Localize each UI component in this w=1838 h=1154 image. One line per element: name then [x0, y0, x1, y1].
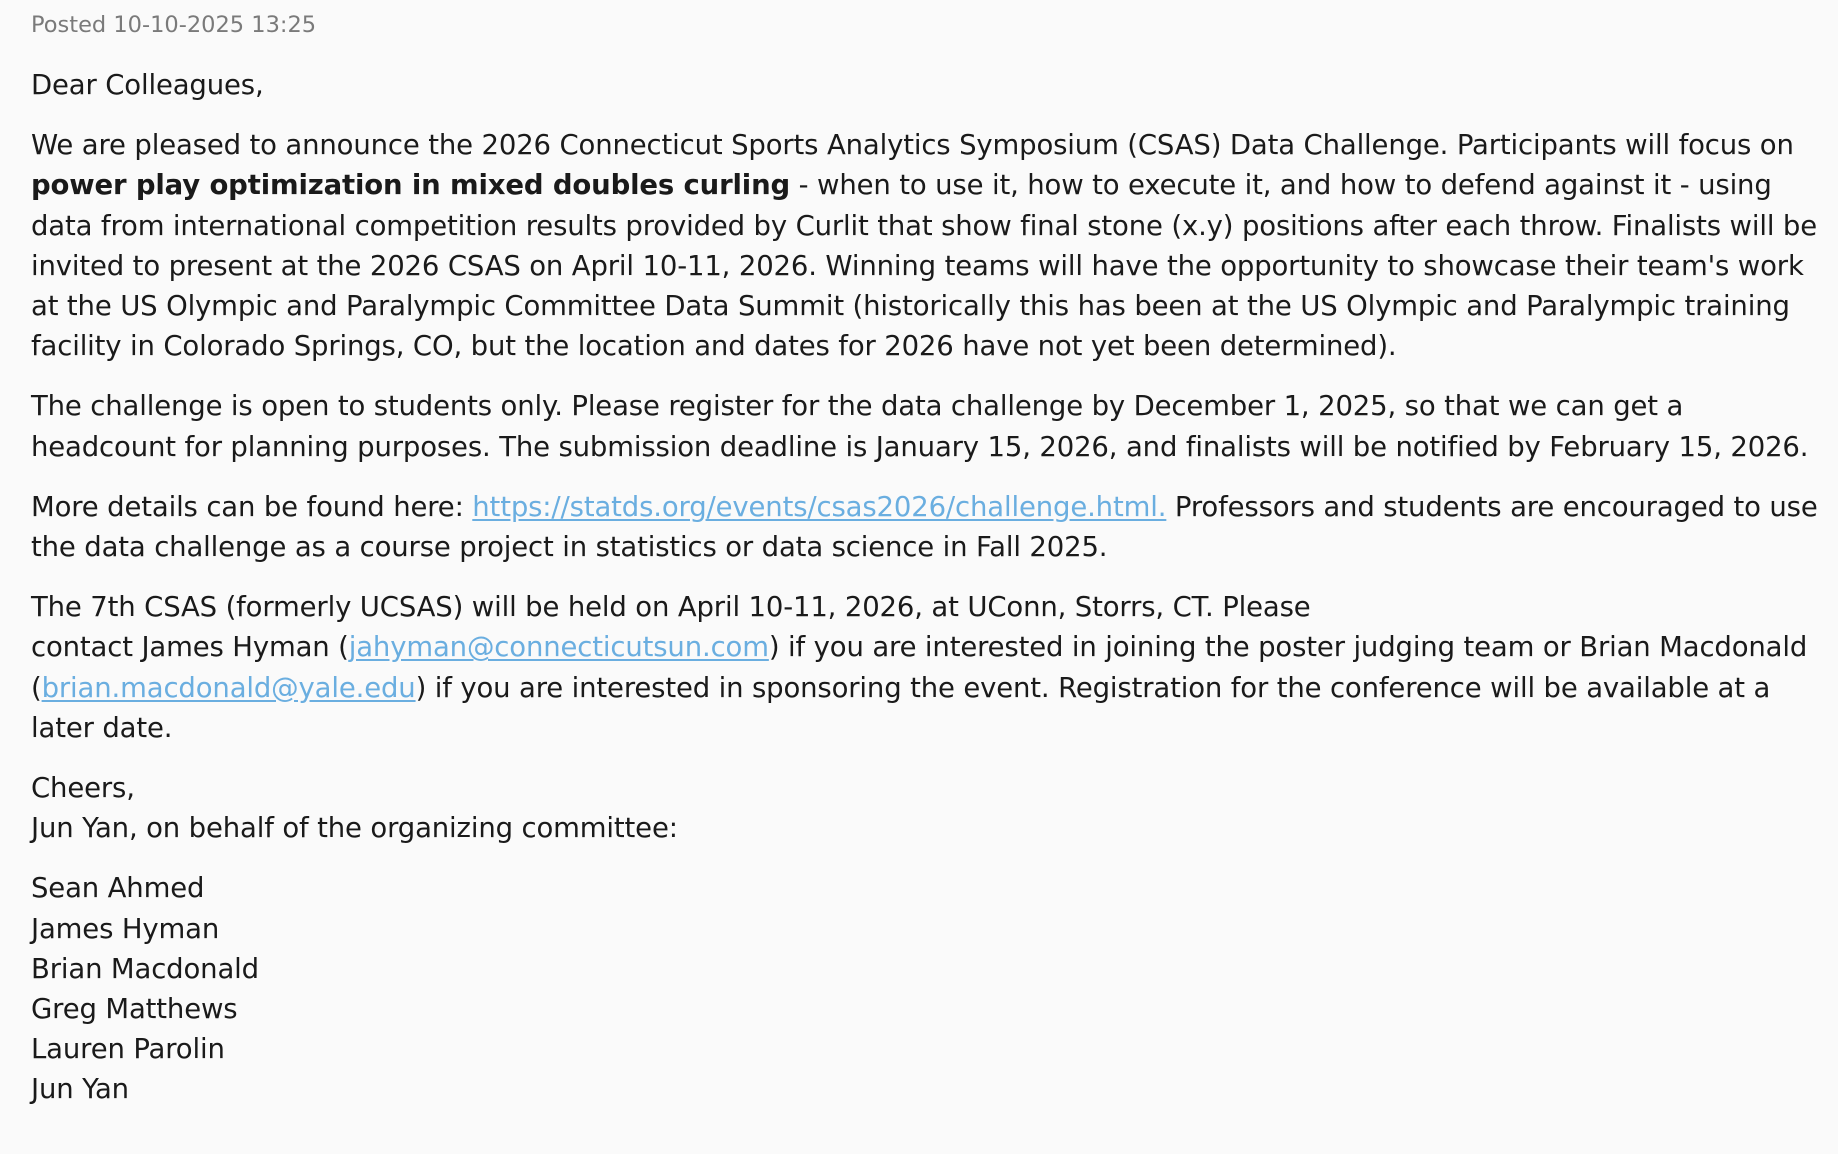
post [31, 0, 1831, 1130]
committee-member: Jun Yan [31, 1073, 129, 1106]
announcement-topic: power play optimization in mixed doubles curling [31, 169, 791, 202]
committee-member: James Hyman [31, 912, 220, 945]
announcement-intro: We are pleased to announce the 2026 Connecticut Sports Analytics Symposium (CSAS) Data Challenge. Participants will focus on [31, 129, 1794, 162]
signoff-signature: Jun Yan, on behalf of the organizing committee: [31, 812, 678, 845]
paragraph-eligibility: The challenge is open to students only. Please register for the data challenge by December 1, 2025, so that we can get a headcount for planning purposes. The submission deadline is January 15, 2026, and finalists will be notified by February 15, 2026. [31, 390, 1809, 463]
committee-member: Sean Ahmed [31, 872, 205, 905]
post-timestamp: Posted 10-10-2025 13:25 [31, 12, 317, 38]
post-body [31, 65, 1831, 1110]
details-rest: Professors and students are encouraged to use the data challenge as a course project in statistics or data science in Fall 2025. [31, 490, 1818, 564]
committee-member: Lauren Parolin [31, 1033, 225, 1066]
contact-mid: ) if you are interested in joining the poster judging team or Brian Macdonald ( [31, 631, 1808, 704]
details-intro: More details can be found here: [31, 490, 473, 523]
paragraph-conference [31, 587, 1831, 748]
committee-list [31, 868, 1831, 1109]
challenge-link[interactable]: https://statds.org/events/csas2026/challenge.html. [472, 490, 1167, 523]
conference-info: The 7th CSAS (formerly UCSAS) will be held on April 10-11, 2026, at UConn, Storrs, CT. Please [31, 591, 1311, 624]
contact-intro: contact James Hyman ( [31, 631, 349, 664]
signoff [31, 768, 1831, 848]
paragraph-details [31, 487, 1831, 567]
email-link-macdonald[interactable]: brian.macdonald@yale.edu [41, 671, 416, 704]
paragraph-announcement [31, 125, 1831, 366]
committee-member: Brian Macdonald [31, 952, 259, 985]
contact-end: ) if you are interested in sponsoring the event. Registration for the conference will be available at a later date. [31, 671, 1771, 744]
signoff-cheers: Cheers, [31, 772, 135, 805]
email-link-hyman[interactable]: jahyman@connecticutsun.com [348, 631, 769, 664]
greeting: Dear Colleagues, [31, 69, 264, 101]
announcement-details: - when to use it, how to execute it, and how to defend against it - using data from international competition results provided by Curlit that show final stone (x.y) positions after each throw. Finalists will be invited to present at the 2026 CSAS on April 10-11, 2026. Winning teams will have the opportunity to showcase their team's work at the US Olympic and Paralympic Committee Data Summit (historically this has been at the US Olympic and Paralympic training facility in Colorado Springs, CO, but the location and dates for 2026 have not yet been determined). [31, 169, 1817, 363]
committee-member: Greg Matthews [31, 993, 238, 1026]
